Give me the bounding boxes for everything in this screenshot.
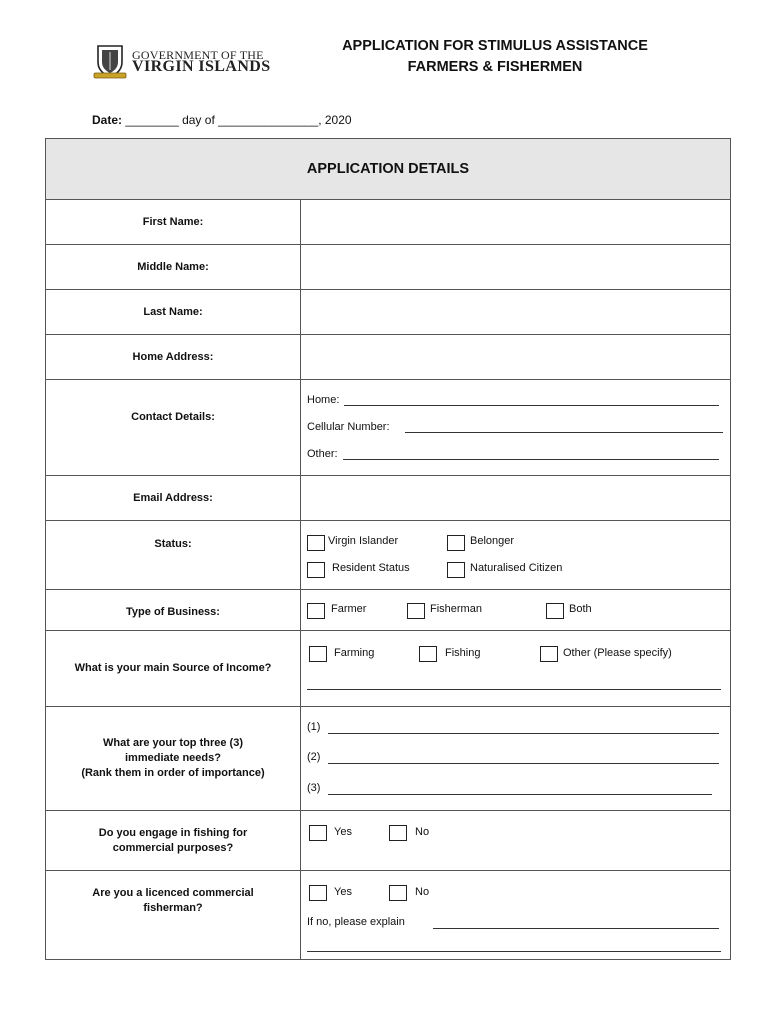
commercial-fishing-label-line1: Do you engage in fishing for xyxy=(98,827,248,839)
contact-other-label: Other: xyxy=(307,448,338,460)
contact-home-field[interactable] xyxy=(344,405,719,406)
licenced-fisherman-label-line1: Are you a licenced commercial xyxy=(92,887,254,899)
contact-home-label: Home: xyxy=(307,394,340,406)
option-resident-status: Resident Status xyxy=(332,562,410,574)
checkbox-belonger[interactable] xyxy=(447,535,465,551)
first-name-label: First Name: xyxy=(142,216,204,228)
need-3-field[interactable] xyxy=(328,794,712,795)
last-name-field[interactable] xyxy=(306,293,724,329)
home-address-label: Home Address: xyxy=(132,351,214,363)
row-divider xyxy=(46,379,730,380)
government-logo xyxy=(92,44,271,80)
option-both: Both xyxy=(569,603,592,615)
first-name-field[interactable] xyxy=(306,203,724,239)
explain-label: If no, please explain xyxy=(307,916,405,928)
checkbox-fishing[interactable] xyxy=(419,646,437,662)
checkbox-fisherman[interactable] xyxy=(407,603,425,619)
row-divider xyxy=(46,475,730,476)
date-label: Date: xyxy=(92,113,123,127)
contact-cellular-field[interactable] xyxy=(405,432,723,433)
option-other-specify: Other (Please specify) xyxy=(563,647,672,659)
contact-other-field[interactable] xyxy=(343,459,719,460)
checkbox-virgin-islander[interactable] xyxy=(307,535,325,551)
need-2-label: (2) xyxy=(307,751,321,763)
row-divider xyxy=(46,630,730,631)
application-form xyxy=(45,138,731,960)
option-fishing: Fishing xyxy=(445,647,481,659)
commercial-fishing-label-line2: commercial purposes? xyxy=(112,842,234,854)
row-divider xyxy=(46,520,730,521)
need-1-field[interactable] xyxy=(328,733,719,734)
checkbox-naturalised-citizen[interactable] xyxy=(447,562,465,578)
checkbox-resident-status[interactable] xyxy=(307,562,325,578)
home-address-field[interactable] xyxy=(306,338,724,374)
date-line xyxy=(92,113,352,127)
middle-name-field[interactable] xyxy=(306,248,724,284)
option-licenced-no: No xyxy=(415,886,430,898)
option-virgin-islander: Virgin Islander xyxy=(328,535,399,547)
email-address-field[interactable] xyxy=(306,479,724,515)
licenced-fisherman-label-line2: fisherman? xyxy=(143,902,203,914)
needs-label-line2: immediate needs? xyxy=(125,752,221,764)
middle-name-label: Middle Name: xyxy=(137,261,209,273)
option-farming: Farming xyxy=(334,647,375,659)
option-naturalised-citizen: Naturalised Citizen xyxy=(470,562,563,574)
row-divider xyxy=(46,289,730,290)
checkbox-farming[interactable] xyxy=(309,646,327,662)
checkbox-licenced-yes[interactable] xyxy=(309,885,327,901)
row-divider xyxy=(46,244,730,245)
coat-of-arms-icon xyxy=(92,44,132,80)
logo-text-line1: GOVERNMENT OF THE xyxy=(132,48,264,62)
email-address-label: Email Address: xyxy=(133,492,213,504)
option-farmer: Farmer xyxy=(331,603,367,615)
needs-label-line1: What are your top three (3) xyxy=(103,737,243,749)
option-commercial-yes: Yes xyxy=(334,826,352,838)
type-of-business-label: Type of Business: xyxy=(126,606,220,618)
column-divider xyxy=(300,199,301,959)
explain-field-line2[interactable] xyxy=(307,951,721,952)
row-divider xyxy=(46,334,730,335)
document-title-line2: FARMERS & FISHERMEN xyxy=(407,59,583,75)
need-3-label: (3) xyxy=(307,782,321,794)
row-divider xyxy=(46,589,730,590)
explain-field[interactable] xyxy=(433,928,719,929)
option-licenced-yes: Yes xyxy=(334,886,352,898)
document-title-line1: APPLICATION FOR STIMULUS ASSISTANCE xyxy=(342,38,648,54)
row-divider xyxy=(46,810,730,811)
option-belonger: Belonger xyxy=(470,535,515,547)
checkbox-commercial-yes[interactable] xyxy=(309,825,327,841)
section-title: APPLICATION DETAILS xyxy=(46,139,730,200)
option-fisherman: Fisherman xyxy=(430,603,482,615)
checkbox-both[interactable] xyxy=(546,603,564,619)
logo-text-line2: VIRGIN ISLANDS xyxy=(132,58,271,75)
option-commercial-no: No xyxy=(415,826,430,838)
last-name-label: Last Name: xyxy=(143,306,203,318)
other-income-specify-field[interactable] xyxy=(307,689,721,690)
source-of-income-label: What is your main Source of Income? xyxy=(74,662,272,674)
checkbox-other[interactable] xyxy=(540,646,558,662)
need-2-field[interactable] xyxy=(328,763,719,764)
status-label: Status: xyxy=(154,538,192,550)
contact-details-label: Contact Details: xyxy=(131,411,215,423)
need-1-label: (1) xyxy=(307,721,321,733)
checkbox-farmer[interactable] xyxy=(307,603,325,619)
row-divider xyxy=(46,870,730,871)
date-field[interactable]: ________ day of _______________, 2020 xyxy=(125,113,352,127)
checkbox-licenced-no[interactable] xyxy=(389,885,407,901)
checkbox-commercial-no[interactable] xyxy=(389,825,407,841)
needs-label-line3: (Rank them in order of importance) xyxy=(81,767,265,779)
contact-cellular-label: Cellular Number: xyxy=(307,421,390,433)
row-divider xyxy=(46,706,730,707)
